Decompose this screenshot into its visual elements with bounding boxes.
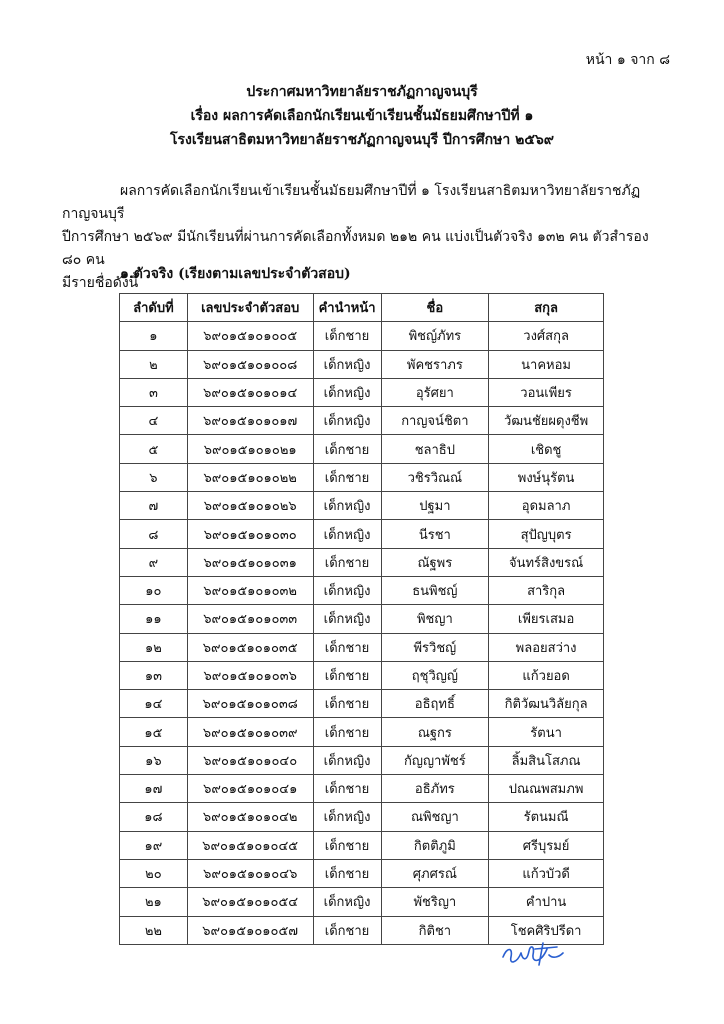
cell-prefix: เด็กหญิง bbox=[313, 520, 381, 548]
table-row bbox=[120, 463, 604, 491]
cell-first-name: อธิภัทร bbox=[381, 775, 489, 803]
cell-order: ๔ bbox=[120, 407, 188, 435]
cell-order: ๗ bbox=[120, 492, 188, 520]
cell-first-name: พัชริญา bbox=[381, 888, 489, 916]
cell-order: ๕ bbox=[120, 435, 188, 463]
cell-surname: คำปาน bbox=[489, 888, 604, 916]
cell-surname: ลิ้มสินโสภณ bbox=[489, 746, 604, 774]
section-heading: ๑.ตัวจริง (เรียงตามเลขประจำตัวสอบ) bbox=[120, 266, 351, 282]
cell-first-name: ชลาธิป bbox=[381, 435, 489, 463]
cell-order: ๒๑ bbox=[120, 888, 188, 916]
cell-prefix: เด็กชาย bbox=[313, 435, 381, 463]
cell-order: ๒๐ bbox=[120, 859, 188, 887]
cell-prefix: เด็กชาย bbox=[313, 661, 381, 689]
cell-exam-id: ๖๙๐๑๕๑๐๑๐๒๖ bbox=[187, 492, 313, 520]
title-line-3: โรงเรียนสาธิตมหาวิทยาลัยราชภัฏกาญจนบุรี ปีการศึกษา ๒๕๖๙ bbox=[169, 132, 555, 148]
intro-line-3: มีรายชื่อดังนี้ bbox=[62, 275, 139, 291]
header-prefix: คำนำหน้า bbox=[313, 294, 381, 322]
cell-exam-id: ๖๙๐๑๕๑๐๑๐๓๐ bbox=[187, 520, 313, 548]
cell-exam-id: ๖๙๐๑๕๑๐๑๐๓๕ bbox=[187, 633, 313, 661]
cell-exam-id: ๖๙๐๑๕๑๐๑๐๑๔ bbox=[187, 378, 313, 406]
cell-prefix: เด็กหญิง bbox=[313, 746, 381, 774]
cell-prefix: เด็กชาย bbox=[313, 718, 381, 746]
table-row bbox=[120, 718, 604, 746]
cell-exam-id: ๖๙๐๑๕๑๐๑๐๐๕ bbox=[187, 322, 313, 350]
cell-order: ๑๖ bbox=[120, 746, 188, 774]
cell-exam-id: ๖๙๐๑๕๑๐๑๐๓๙ bbox=[187, 718, 313, 746]
header-first-name: ชื่อ bbox=[381, 294, 489, 322]
cell-first-name: พิชญ์ภัทร bbox=[381, 322, 489, 350]
cell-order: ๓ bbox=[120, 378, 188, 406]
cell-order: ๘ bbox=[120, 520, 188, 548]
table-row bbox=[120, 548, 604, 576]
cell-first-name: พีรวิชญ์ bbox=[381, 633, 489, 661]
cell-prefix: เด็กชาย bbox=[313, 322, 381, 350]
cell-prefix: เด็กชาย bbox=[313, 463, 381, 491]
table-row bbox=[120, 435, 604, 463]
cell-exam-id: ๖๙๐๑๕๑๐๑๐๓๓ bbox=[187, 605, 313, 633]
cell-prefix: เด็กหญิง bbox=[313, 605, 381, 633]
table-row bbox=[120, 605, 604, 633]
cell-exam-id: ๖๙๐๑๕๑๐๑๐๔๑ bbox=[187, 775, 313, 803]
header-exam-id: เลขประจำตัวสอบ bbox=[187, 294, 313, 322]
cell-surname: แก้วยอด bbox=[489, 661, 604, 689]
cell-prefix: เด็กชาย bbox=[313, 859, 381, 887]
cell-first-name: อุรัศยา bbox=[381, 378, 489, 406]
cell-first-name: นีรชา bbox=[381, 520, 489, 548]
cell-order: ๑๐ bbox=[120, 576, 188, 604]
cell-exam-id: ๖๙๐๑๕๑๐๑๐๓๘ bbox=[187, 690, 313, 718]
table-row bbox=[120, 633, 604, 661]
cell-first-name: ปฐมา bbox=[381, 492, 489, 520]
table-row bbox=[120, 322, 604, 350]
cell-first-name: พัคชราภร bbox=[381, 350, 489, 378]
cell-first-name: กาญจน์ชิตา bbox=[381, 407, 489, 435]
cell-first-name: ธนพิชญ์ bbox=[381, 576, 489, 604]
cell-order: ๙ bbox=[120, 548, 188, 576]
table-header-row bbox=[120, 294, 604, 322]
header-surname: สกุล bbox=[489, 294, 604, 322]
cell-surname: รัตนา bbox=[489, 718, 604, 746]
cell-first-name: วชิรวิณณ์ bbox=[381, 463, 489, 491]
table-row bbox=[120, 350, 604, 378]
intro-line-2: ปีการศึกษา ๒๕๖๙ มีนักเรียนที่ผ่านการคัดเลือกทั้งหมด ๒๑๒ คน แบ่งเป็นตัวจริง ๑๓๒ คน ตัวสำรอง ๘๐ คน bbox=[62, 229, 649, 268]
intro-line-1: ผลการคัดเลือกนักเรียนเข้าเรียนชั้นมัธยมศึกษาปีที่ ๑ โรงเรียนสาธิตมหาวิทยาลัยราชภัฏกาญจนบุรี bbox=[62, 183, 641, 222]
table-row bbox=[120, 888, 604, 916]
table-row bbox=[120, 746, 604, 774]
cell-order: ๑๒ bbox=[120, 633, 188, 661]
cell-prefix: เด็กชาย bbox=[313, 548, 381, 576]
cell-surname: กิติวัฒนวิลัยกุล bbox=[489, 690, 604, 718]
cell-surname: เพียรเสมอ bbox=[489, 605, 604, 633]
cell-prefix: เด็กหญิง bbox=[313, 803, 381, 831]
cell-surname: สาริกุล bbox=[489, 576, 604, 604]
announcement-title bbox=[0, 80, 724, 152]
cell-order: ๖ bbox=[120, 463, 188, 491]
table-row bbox=[120, 492, 604, 520]
cell-prefix: เด็กชาย bbox=[313, 775, 381, 803]
results-table bbox=[119, 293, 604, 945]
table-row bbox=[120, 831, 604, 859]
cell-surname: วอนเพียร bbox=[489, 378, 604, 406]
table-row bbox=[120, 661, 604, 689]
cell-exam-id: ๖๙๐๑๕๑๐๑๐๔๕ bbox=[187, 831, 313, 859]
cell-order: ๑๔ bbox=[120, 690, 188, 718]
cell-prefix: เด็กชาย bbox=[313, 831, 381, 859]
table-row bbox=[120, 690, 604, 718]
cell-order: ๑๑ bbox=[120, 605, 188, 633]
cell-surname: ศรีบุรมย์ bbox=[489, 831, 604, 859]
cell-order: ๑ bbox=[120, 322, 188, 350]
table-row bbox=[120, 520, 604, 548]
cell-prefix: เด็กชาย bbox=[313, 633, 381, 661]
cell-first-name: พิชญา bbox=[381, 605, 489, 633]
cell-exam-id: ๖๙๐๑๕๑๐๑๐๓๑ bbox=[187, 548, 313, 576]
cell-exam-id: ๖๙๐๑๕๑๐๑๐๒๑ bbox=[187, 435, 313, 463]
cell-prefix: เด็กหญิง bbox=[313, 378, 381, 406]
table-row bbox=[120, 407, 604, 435]
cell-order: ๑๘ bbox=[120, 803, 188, 831]
cell-exam-id: ๖๙๐๑๕๑๐๑๐๓๖ bbox=[187, 661, 313, 689]
header-order: ลำดับที่ bbox=[120, 294, 188, 322]
cell-order: ๑๓ bbox=[120, 661, 188, 689]
cell-exam-id: ๖๙๐๑๕๑๐๑๐๔๒ bbox=[187, 803, 313, 831]
cell-surname: นาคหอม bbox=[489, 350, 604, 378]
cell-prefix: เด็กชาย bbox=[313, 690, 381, 718]
cell-first-name: ฤชุวิญญ์ bbox=[381, 661, 489, 689]
cell-surname: วงศ์สกุล bbox=[489, 322, 604, 350]
cell-surname: แก้วบัวดี bbox=[489, 859, 604, 887]
cell-prefix: เด็กหญิง bbox=[313, 350, 381, 378]
cell-surname: จันทร์สิงขรณ์ bbox=[489, 548, 604, 576]
cell-exam-id: ๖๙๐๑๕๑๐๑๐๕๗ bbox=[187, 916, 313, 944]
cell-order: ๑๗ bbox=[120, 775, 188, 803]
handwritten-signature bbox=[497, 935, 567, 969]
cell-exam-id: ๖๙๐๑๕๑๐๑๐๓๒ bbox=[187, 576, 313, 604]
cell-surname: รัตนมณี bbox=[489, 803, 604, 831]
cell-prefix: เด็กหญิง bbox=[313, 492, 381, 520]
cell-surname: พงษ์นุรัตน bbox=[489, 463, 604, 491]
cell-prefix: เด็กชาย bbox=[313, 916, 381, 944]
cell-prefix: เด็กหญิง bbox=[313, 888, 381, 916]
cell-prefix: เด็กหญิง bbox=[313, 576, 381, 604]
cell-exam-id: ๖๙๐๑๕๑๐๑๐๕๔ bbox=[187, 888, 313, 916]
cell-order: ๑๕ bbox=[120, 718, 188, 746]
table-row bbox=[120, 576, 604, 604]
cell-first-name: กิตติภูมิ bbox=[381, 831, 489, 859]
table-row bbox=[120, 859, 604, 887]
cell-first-name: ณฐกร bbox=[381, 718, 489, 746]
cell-order: ๒๒ bbox=[120, 916, 188, 944]
cell-surname: พลอยสว่าง bbox=[489, 633, 604, 661]
cell-first-name: ณพิชญา bbox=[381, 803, 489, 831]
cell-exam-id: ๖๙๐๑๕๑๐๑๐๔๐ bbox=[187, 746, 313, 774]
cell-first-name: กัญญาพัชร์ bbox=[381, 746, 489, 774]
cell-surname: ปณณพสมภพ bbox=[489, 775, 604, 803]
cell-exam-id: ๖๙๐๑๕๑๐๑๐๐๘ bbox=[187, 350, 313, 378]
cell-surname: เชิดชู bbox=[489, 435, 604, 463]
cell-first-name: ศุภศรณ์ bbox=[381, 859, 489, 887]
cell-order: ๒ bbox=[120, 350, 188, 378]
cell-surname: วัฒนชัยผดุงชีพ bbox=[489, 407, 604, 435]
table-row bbox=[120, 775, 604, 803]
title-line-2: เรื่อง ผลการคัดเลือกนักเรียนเข้าเรียนชั้นมัธยมศึกษาปีที่ ๑ bbox=[190, 108, 534, 124]
cell-first-name: ณัฐพร bbox=[381, 548, 489, 576]
cell-surname: โชคศิริปรีดา bbox=[489, 916, 604, 944]
cell-prefix: เด็กหญิง bbox=[313, 407, 381, 435]
cell-first-name: อธิฤทธิ์ bbox=[381, 690, 489, 718]
cell-exam-id: ๖๙๐๑๕๑๐๑๐๑๗ bbox=[187, 407, 313, 435]
table-row bbox=[120, 803, 604, 831]
cell-exam-id: ๖๙๐๑๕๑๐๑๐๒๒ bbox=[187, 463, 313, 491]
cell-surname: อุดมลาภ bbox=[489, 492, 604, 520]
cell-exam-id: ๖๙๐๑๕๑๐๑๐๔๖ bbox=[187, 859, 313, 887]
page-number: หน้า ๑ จาก ๘ bbox=[585, 52, 670, 68]
table-row bbox=[120, 378, 604, 406]
title-line-1: ประกาศมหาวิทยาลัยราชภัฏกาญจนบุรี bbox=[246, 84, 478, 100]
cell-first-name: กิติชา bbox=[381, 916, 489, 944]
cell-order: ๑๙ bbox=[120, 831, 188, 859]
cell-surname: สุปัญบุตร bbox=[489, 520, 604, 548]
